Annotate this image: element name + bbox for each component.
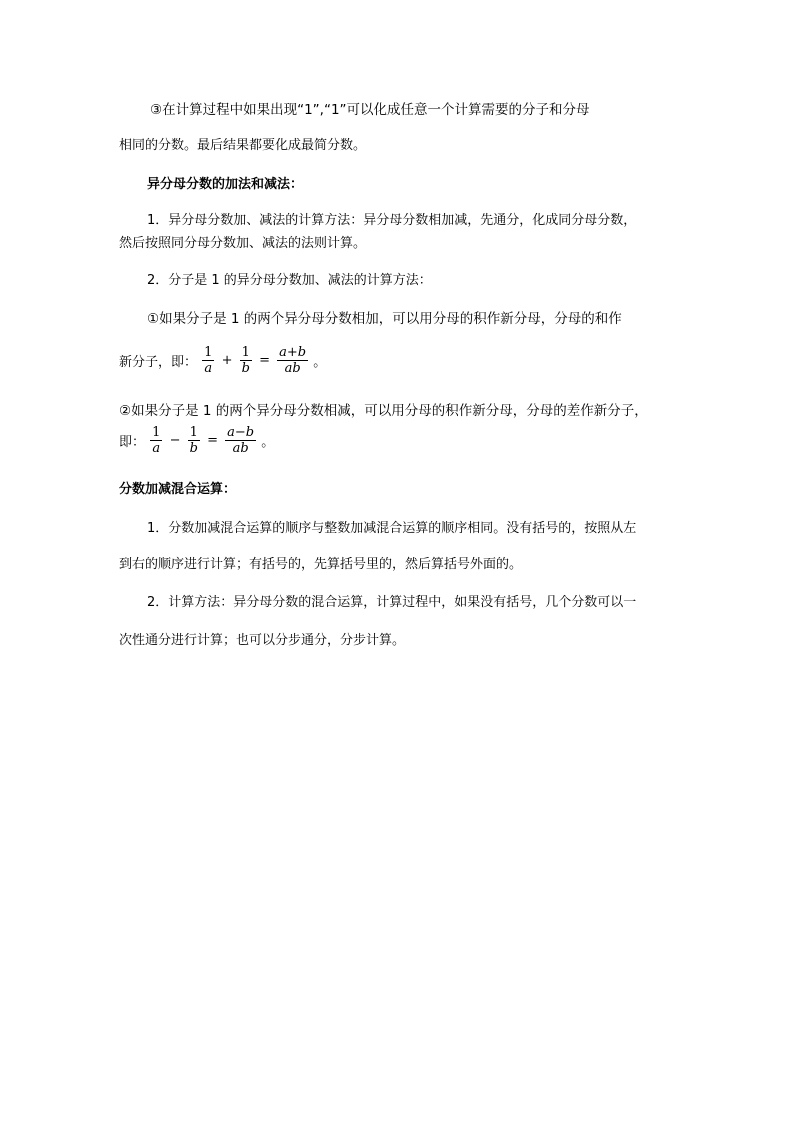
- fraction-result-sum: [277, 345, 308, 376]
- equals-sign: =: [207, 433, 218, 448]
- fraction-denominator: b: [241, 361, 250, 376]
- fraction-denominator: ab: [225, 440, 256, 456]
- fraction-numerator: a+b: [279, 345, 307, 360]
- fraction-numerator: a−b: [227, 425, 255, 440]
- fraction-denominator: a: [150, 440, 162, 456]
- paragraph-method-1: 1．异分母分数加、减法的计算方法：异分母分数相加减，先通分，化成同分母分数，: [147, 213, 637, 228]
- fraction-numerator: 1: [204, 345, 213, 360]
- period: 。: [313, 355, 327, 370]
- plus-sign: +: [221, 353, 233, 368]
- formula-sub-line: [119, 425, 274, 456]
- fraction-numerator: 1: [189, 425, 198, 440]
- minus-sign: −: [169, 433, 181, 448]
- fraction-numerator: 1: [152, 425, 161, 440]
- formula-add-prefix: 新分子，即：: [119, 355, 198, 370]
- formula-add-line: [119, 345, 326, 376]
- paragraph-case-add: ①如果分子是 1 的两个异分母分数相加，可以用分母的积作新分母，分母的和作: [147, 311, 622, 327]
- fraction-result-difference: [225, 425, 256, 456]
- paragraph-mixed-order: 1．分数加减混合运算的顺序与整数加减混合运算的顺序相同。没有括号的，按照从左: [147, 521, 637, 536]
- fraction-denominator: a: [202, 360, 214, 376]
- formula-sub-prefix: 即：: [119, 435, 146, 450]
- fraction-denominator: b: [189, 441, 198, 456]
- paragraph-mixed-method: 2．计算方法：异分母分数的混合运算，计算过程中，如果没有括号，几个分数可以一: [147, 595, 637, 610]
- section-heading-mixed-operations: 分数加减混合运算：: [119, 482, 237, 497]
- paragraph-mixed-order-cont: 到右的顺序进行计算；有括号的，先算括号里的，然后算括号外面的。: [119, 557, 523, 572]
- paragraph-case-subtract: ②如果分子是 1 的两个异分母分数相减，可以用分母的积作新分母，分母的差作新分子，: [119, 403, 648, 419]
- period: 。: [261, 435, 275, 450]
- equals-sign: =: [259, 353, 270, 368]
- paragraph-method-2: 2．分子是 1 的异分母分数加、减法的计算方法：: [147, 273, 432, 288]
- fraction-denominator: ab: [277, 360, 308, 376]
- fraction-1-over-b: [240, 345, 252, 376]
- paragraph-rule-3-cont: 相同的分数。最后结果都要化成最简分数。: [119, 138, 367, 153]
- fraction-numerator: 1: [241, 345, 250, 360]
- section-heading-unlike-denominators: 异分母分数的加法和减法：: [147, 177, 304, 192]
- fraction-1-over-a: [202, 345, 214, 376]
- paragraph-rule-3: ③在计算过程中如果出现“1”,“1”可以化成任意一个计算需要的分子和分母: [150, 102, 590, 118]
- paragraph-method-1-cont: 然后按照同分母分数加、减法的法则计算。: [119, 236, 367, 251]
- fraction-1-over-a: [150, 425, 162, 456]
- paragraph-mixed-method-cont: 次性通分进行计算；也可以分步通分，分步计算。: [119, 633, 406, 648]
- fraction-1-over-b: [188, 425, 200, 456]
